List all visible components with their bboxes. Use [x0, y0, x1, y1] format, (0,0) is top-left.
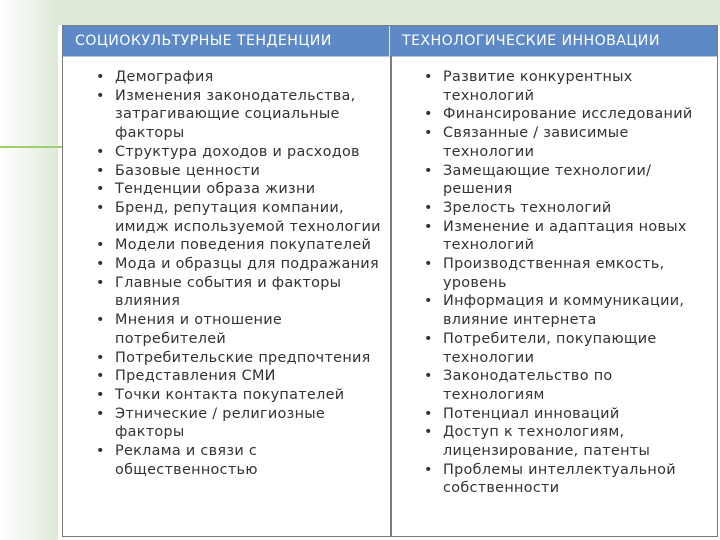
technological-list: [421, 68, 711, 498]
list-item: • Зрелость технологий: [421, 199, 711, 218]
table-header: [63, 26, 717, 56]
sociocultural-list: [93, 68, 383, 479]
list-item: • Замещающие технологии/решения: [421, 162, 711, 199]
list-item: • Проблемы интеллектуальной собственности: [421, 461, 711, 498]
list-item: • Структура доходов и расходов: [93, 143, 383, 162]
list-item: • Мода и образцы для подражания: [93, 255, 383, 274]
list-item: • Изменения законодательства, затрагивающие социальные факторы: [93, 87, 383, 143]
list-item: • Производственная емкость, уровень: [421, 255, 711, 292]
list-item: • Этнические / религиозные факторы: [93, 405, 383, 442]
list-item: • Бренд, репутация компании, имидж используемой технологии: [93, 199, 383, 236]
list-item: • Доступ к технологиям, лицензирование, патенты: [421, 423, 711, 460]
background-top-band: [0, 0, 720, 25]
list-item: • Потенциал инноваций: [421, 405, 711, 424]
column-divider: [390, 56, 392, 536]
decorative-accent-line: [0, 146, 62, 148]
header-sociocultural: СОЦИОКУЛЬТУРНЫЕ ТЕНДЕНЦИИ: [63, 26, 389, 56]
comparison-table: [62, 25, 718, 537]
list-item: • Развитие конкурентных технологий: [421, 68, 711, 105]
list-item: • Изменение и адаптация новых технологий: [421, 218, 711, 255]
list-item: • Главные события и факторы влияния: [93, 274, 383, 311]
list-item: • Реклама и связи с общественностью: [93, 442, 383, 479]
list-item: • Мнения и отношение потребителей: [93, 311, 383, 348]
list-item: • Финансирование исследований: [421, 105, 711, 124]
list-item: • Потребительские предпочтения: [93, 349, 383, 368]
list-item: • Демография: [93, 68, 383, 87]
list-item: • Информация и коммуникации, влияние интернета: [421, 292, 711, 329]
list-item: • Потребители, покупающие технологии: [421, 330, 711, 367]
list-item: • Точки контакта покупателей: [93, 386, 383, 405]
list-item: • Законодательство по технологиям: [421, 367, 711, 404]
list-item: • Модели поведения покупателей: [93, 236, 383, 255]
list-item: • Тенденции образа жизни: [93, 180, 383, 199]
header-technological: ТЕХНОЛОГИЧЕСКИЕ ИННОВАЦИИ: [389, 26, 717, 56]
background-left-band: [0, 0, 58, 540]
list-item: • Базовые ценности: [93, 162, 383, 181]
list-item: • Представления СМИ: [93, 367, 383, 386]
list-item: • Связанные / зависимые технологии: [421, 124, 711, 161]
